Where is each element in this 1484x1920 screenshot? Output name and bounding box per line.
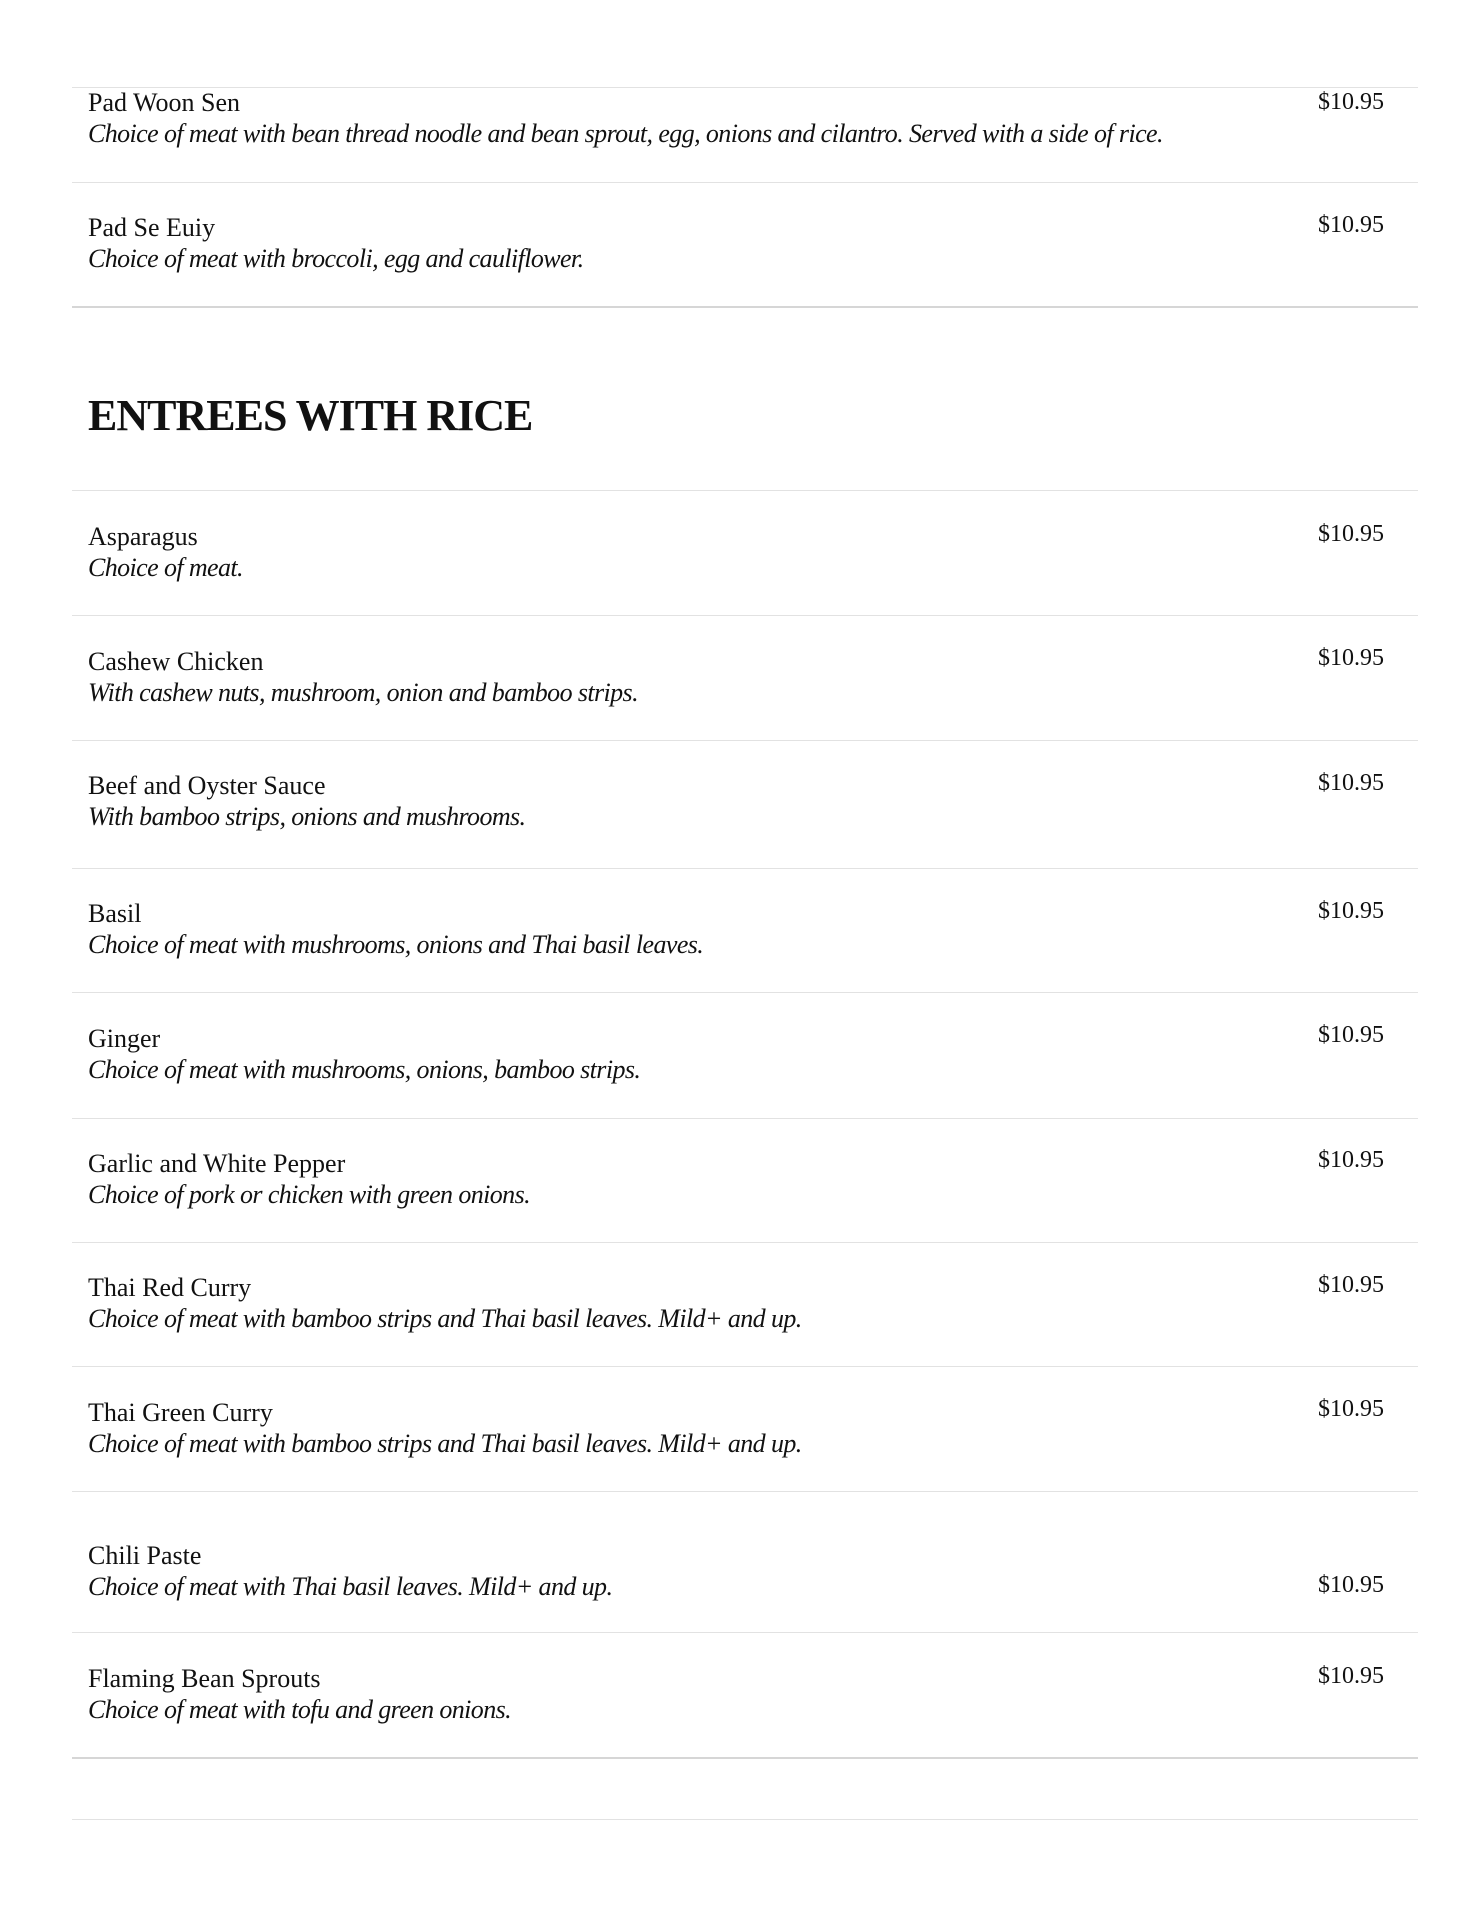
item-price: $10.95 — [1318, 89, 1384, 115]
item-name: Pad Woon Sen — [88, 88, 240, 117]
item-description: Choice of meat with broccoli, egg and cauliflower. — [88, 244, 584, 273]
item-price: $10.95 — [1318, 212, 1384, 238]
item-name: Chili Paste — [88, 1541, 202, 1570]
item-description: Choice of meat with Thai basil leaves. Mild+ and up. — [88, 1572, 613, 1601]
divider — [72, 868, 1418, 869]
item-name: Thai Red Curry — [88, 1273, 252, 1302]
item-price: $10.95 — [1318, 1396, 1384, 1422]
item-description: Choice of meat with bamboo strips and Thai basil leaves. Mild+ and up. — [88, 1304, 802, 1333]
item-description: Choice of meat with mushrooms, onions, bamboo strips. — [88, 1055, 641, 1084]
item-name: Cashew Chicken — [88, 647, 264, 676]
divider — [72, 87, 1418, 88]
item-description: Choice of meat with bean thread noodle and bean sprout, egg, onions and cilantro. Served with a side of rice. — [88, 119, 1163, 148]
divider — [72, 1819, 1418, 1820]
divider — [72, 1757, 1418, 1759]
divider — [72, 1242, 1418, 1243]
item-description: With cashew nuts, mushroom, onion and bamboo strips. — [88, 678, 638, 707]
item-name: Ginger — [88, 1024, 161, 1053]
divider — [72, 490, 1418, 491]
item-description: Choice of pork or chicken with green onions. — [88, 1180, 530, 1209]
divider — [72, 740, 1418, 741]
item-name: Garlic and White Pepper — [88, 1149, 346, 1178]
item-name: Thai Green Curry — [88, 1398, 273, 1427]
divider — [72, 992, 1418, 993]
item-description: Choice of meat with mushrooms, onions and Thai basil leaves. — [88, 930, 704, 959]
item-price: $10.95 — [1318, 521, 1384, 547]
item-price: $10.95 — [1318, 770, 1384, 796]
divider — [72, 615, 1418, 616]
item-price: $10.95 — [1318, 898, 1384, 924]
item-price: $10.95 — [1318, 1272, 1384, 1298]
item-price: $10.95 — [1318, 1572, 1384, 1598]
item-description: With bamboo strips, onions and mushrooms. — [88, 802, 526, 831]
divider — [72, 182, 1418, 183]
item-description: Choice of meat with bamboo strips and Thai basil leaves. Mild+ and up. — [88, 1429, 802, 1458]
item-price: $10.95 — [1318, 1663, 1384, 1689]
item-price: $10.95 — [1318, 1147, 1384, 1173]
item-name: Pad Se Euiy — [88, 213, 216, 242]
divider — [72, 1632, 1418, 1633]
item-name: Asparagus — [88, 522, 198, 551]
item-description: Choice of meat. — [88, 553, 243, 582]
divider — [72, 1366, 1418, 1367]
item-name: Flaming Bean Sprouts — [88, 1664, 321, 1693]
section-title: ENTREES WITH RICE — [88, 391, 533, 440]
item-name: Basil — [88, 899, 142, 928]
item-description: Choice of meat with tofu and green onions. — [88, 1695, 512, 1724]
item-price: $10.95 — [1318, 1022, 1384, 1048]
item-name: Beef and Oyster Sauce — [88, 771, 326, 800]
divider — [72, 306, 1418, 308]
divider — [72, 1118, 1418, 1119]
item-price: $10.95 — [1318, 645, 1384, 671]
divider — [72, 1491, 1418, 1492]
